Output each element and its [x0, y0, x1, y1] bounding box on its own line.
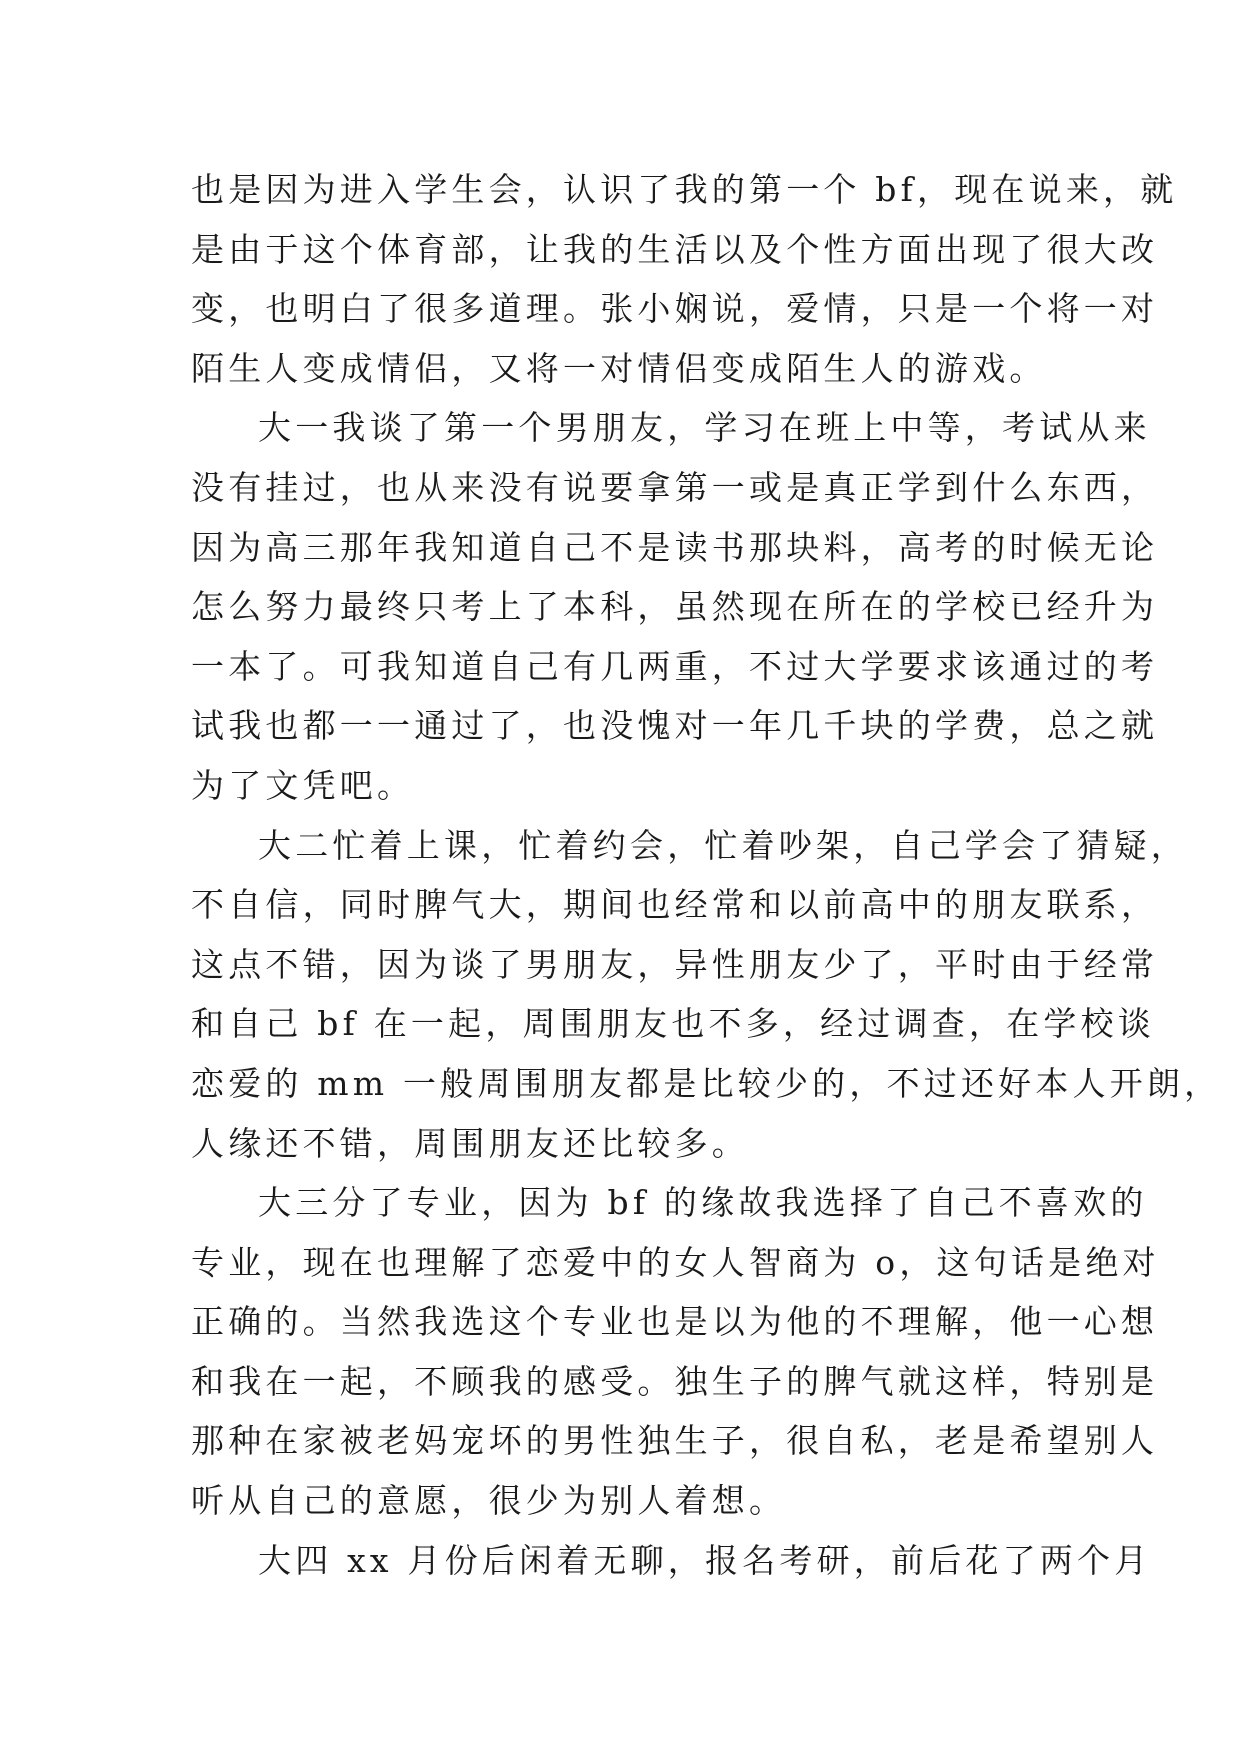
- text-line: 那种在家被老妈宠坏的男性独生子，很自私，老是希望别人: [191, 1421, 1159, 1461]
- paragraph-3: [191, 816, 1222, 1174]
- text-line: 试我也都一一通过了，也没愧对一年几千块的学费，总之就: [191, 706, 1159, 746]
- text-line: 听从自己的意愿，很少为别人着想。: [191, 1481, 787, 1521]
- text-line: 和我在一起，不顾我的感受。独生子的脾气就这样，特别是: [191, 1361, 1159, 1401]
- text-line: 没有挂过，也从来没有说要拿第一或是真正学到什么东西，: [191, 467, 1159, 507]
- text-line: 大二忙着上课，忙着约会，忙着吵架，自己学会了猜疑，: [258, 825, 1188, 865]
- text-line: 是由于这个体育部，让我的生活以及个性方面出现了很大改: [191, 229, 1159, 269]
- text-line: 这点不错，因为谈了男朋友，异性朋友少了，平时由于经常: [191, 944, 1159, 984]
- text-line: 为了文凭吧。: [191, 765, 415, 805]
- text-line: 正确的。当然我选这个专业也是以为他的不理解，他一心想: [191, 1302, 1159, 1342]
- paragraph-2: [191, 398, 1159, 815]
- document-body: [191, 160, 1222, 1590]
- text-line: 也是因为进入学生会，认识了我的第一个 bf，现在说来，就: [191, 170, 1178, 209]
- text-line: 陌生人变成情侣，又将一对情侣变成陌生人的游戏。: [191, 348, 1047, 388]
- text-line: 大四 xx 月份后闲着无聊，报名考研，前后花了两个月: [258, 1540, 1152, 1580]
- text-line: 大三分了专业，因为 bf 的缘故我选择了自己不喜欢的: [258, 1183, 1148, 1223]
- text-line: 因为高三那年我知道自己不是读书那块料，高考的时候无论: [191, 527, 1159, 567]
- text-line: 不自信，同时脾气大，期间也经常和以前高中的朋友联系，: [191, 885, 1159, 925]
- paragraph-5: [191, 1531, 1152, 1591]
- text-line: 大一我谈了第一个男朋友，学习在班上中等，考试从来: [258, 408, 1151, 448]
- text-line: 专业，现在也理解了恋爱中的女人智商为 o，这句话是绝对: [191, 1242, 1160, 1282]
- text-line: 变，也明白了很多道理。张小娴说，爱情，只是一个将一对: [191, 289, 1159, 329]
- paragraph-1: [191, 160, 1178, 398]
- paragraph-4: [191, 1173, 1160, 1531]
- text-line: 恋爱的 mm 一般周围朋友都是比较少的，不过还好本人开朗，: [191, 1063, 1222, 1103]
- text-line: 一本了。可我知道自己有几两重，不过大学要求该通过的考: [191, 646, 1159, 686]
- text-line: 和自己 bf 在一起，周围朋友也不多，经过调查，在学校谈: [191, 1004, 1155, 1044]
- text-line: 怎么努力最终只考上了本科，虽然现在所在的学校已经升为: [191, 587, 1159, 627]
- text-line: 人缘还不错，周围朋友还比较多。: [191, 1123, 749, 1163]
